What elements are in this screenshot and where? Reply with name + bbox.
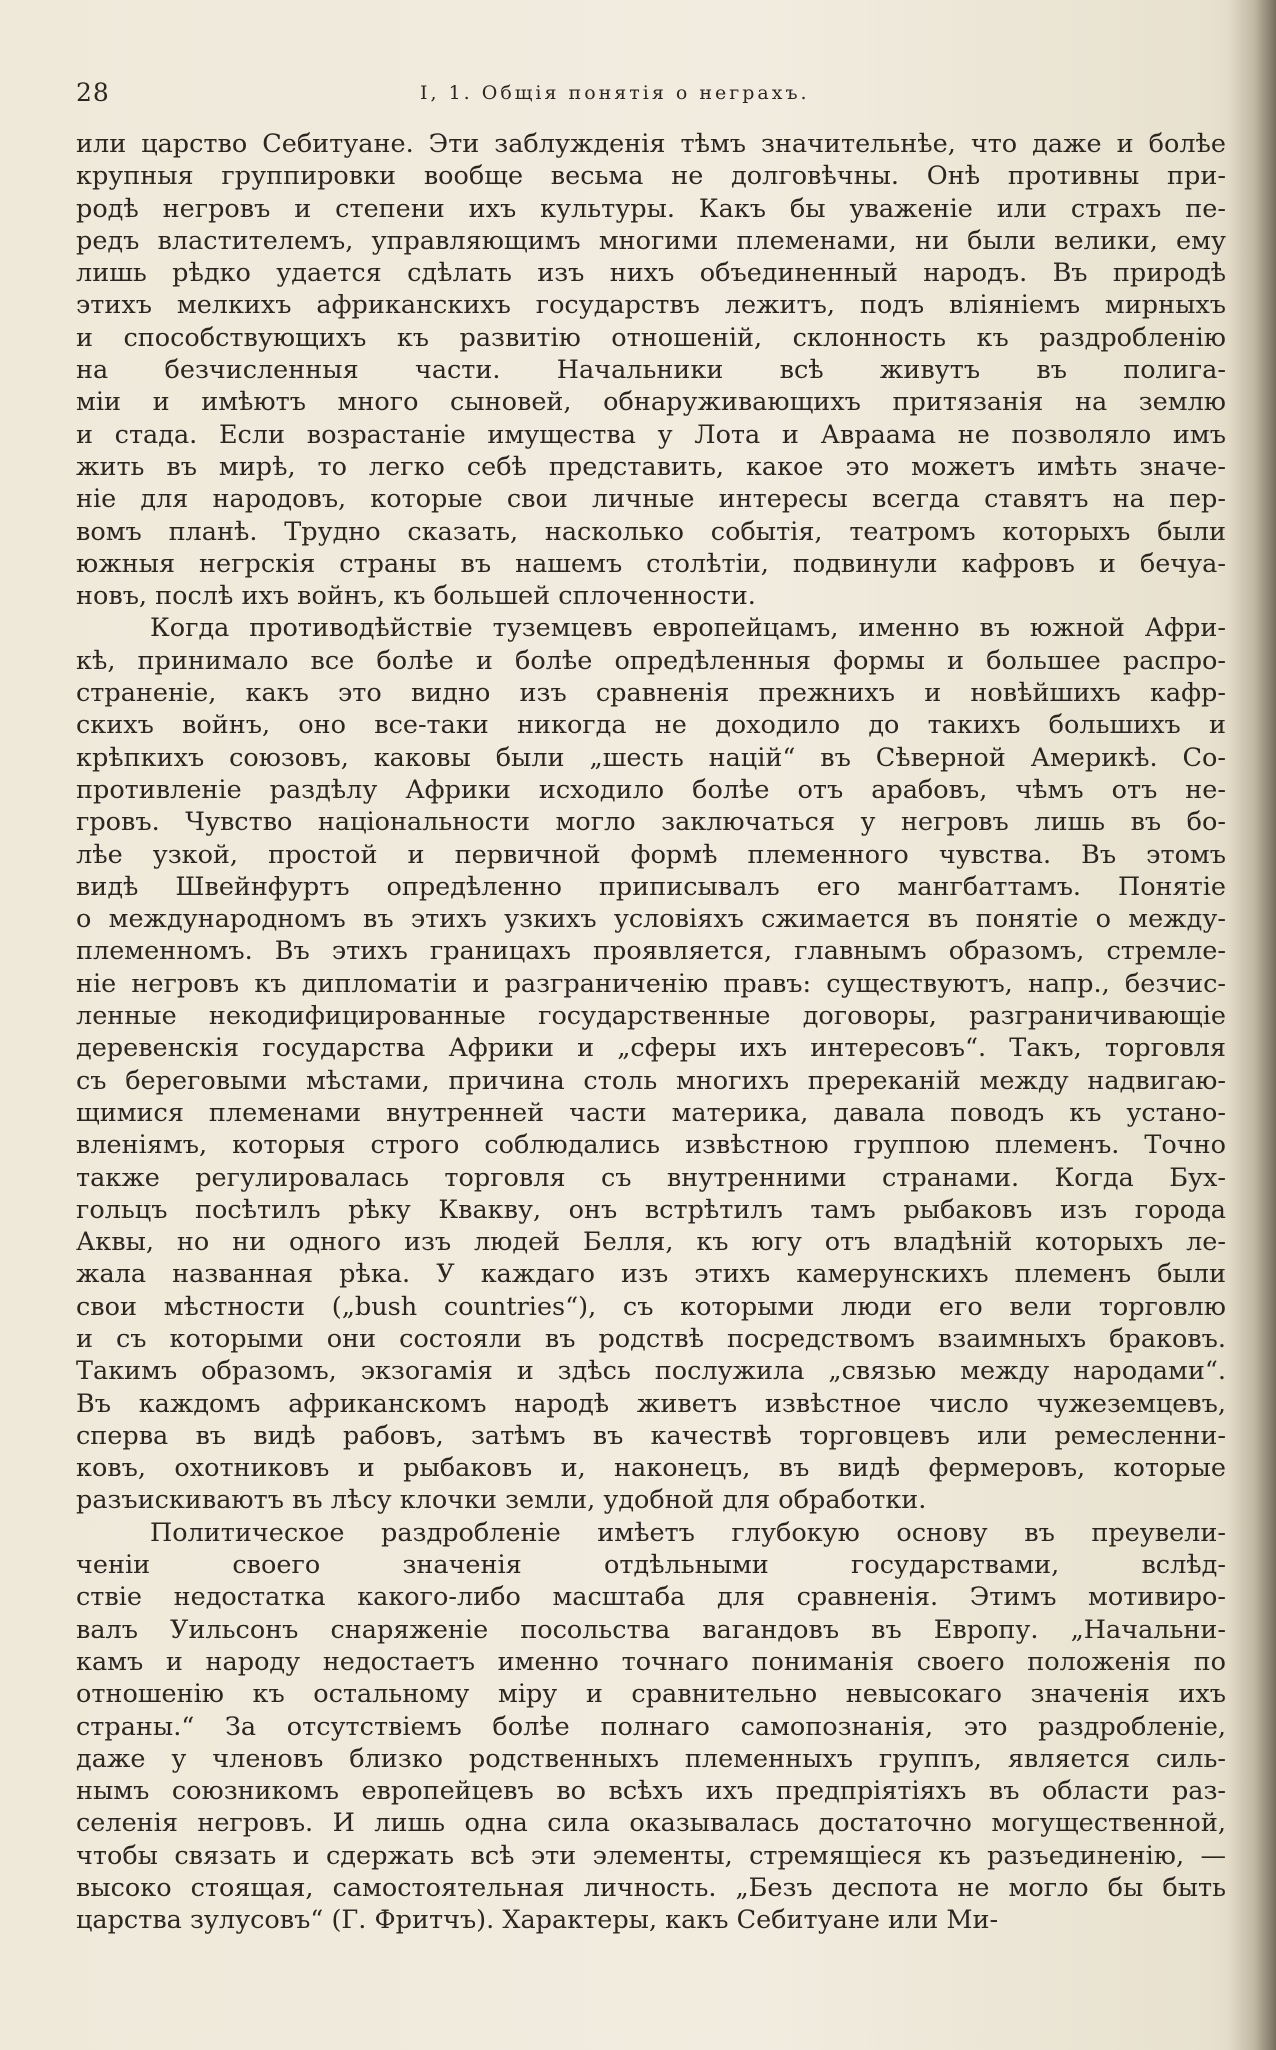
text-line: жала названная рѣка. У каждаго изъ этихъ камерунскихъ племенъ были (76, 1259, 1226, 1290)
body-text (76, 128, 1226, 1937)
text-line: крупныя группировки вообще весьма не долговѣчны. Онѣ противны при- (76, 161, 1226, 192)
text-line: лѣе узкой, простой и первичной формѣ племенного чувства. Въ этомъ (76, 839, 1226, 870)
text-line: или царство Себитуане. Эти заблужденія тѣмъ значительнѣе, что даже и болѣе (76, 129, 1226, 159)
page-header (76, 78, 1226, 114)
text-line: жить въ мирѣ, то легко себѣ представить, какое это можетъ имѣть значе- (76, 451, 1226, 482)
text-line: о международномъ въ этихъ узкихъ условіяхъ сжимается въ понятіе о между- (76, 904, 1226, 935)
text-line: на безчисленныя части. Начальники всѣ живутъ въ полига- (76, 355, 1226, 386)
text-line: нымъ союзникомъ европейцевъ во всѣхъ ихъ предпріятіяхъ въ области раз- (76, 1776, 1226, 1807)
text-line: противленіе раздѣлу Африки исходило болѣе отъ арабовъ, чѣмъ отъ не- (76, 774, 1226, 805)
text-line: ковъ, охотниковъ и рыбаковъ и, наконецъ, въ видѣ фермеровъ, которые (76, 1453, 1226, 1484)
text-line: Политическое раздробленіе имѣетъ глубокую основу въ преувели- (150, 1517, 1226, 1548)
page-number: 28 (76, 78, 110, 107)
text-line: Когда противодѣйствіе туземцевъ европейцамъ, именно въ южной Афри- (150, 613, 1226, 644)
text-line: селенія негровъ. И лишь одна сила оказывалась достаточно могущественной, (76, 1808, 1226, 1839)
text-line: Аквы, но ни одного изъ людей Белля, къ югу отъ владѣній которыхъ ле- (76, 1227, 1226, 1258)
text-line: высоко стоящая, самостоятельная личность. „Безъ деспота не могло бы быть (76, 1873, 1226, 1904)
text-line: и стада. Если возрастаніе имущества у Лота и Авраама не позволяло имъ (76, 419, 1226, 450)
text-line: крѣпкихъ союзовъ, каковы были „шесть націй“ въ Сѣверной Америкѣ. Со- (76, 742, 1226, 773)
text-line: и способствующихъ къ развитію отношеній, склонность къ раздробленію (76, 322, 1226, 353)
text-line: даже у членовъ близко родственныхъ племенныхъ группъ, является силь- (76, 1743, 1226, 1774)
text-line: страненіе, какъ это видно изъ сравненія прежнихъ и новѣйшихъ кафр- (76, 678, 1226, 709)
text-line: разъискиваютъ въ лѣсу клочки земли, удобной для обработки. (76, 1485, 927, 1516)
text-line: этихъ мелкихъ африканскихъ государствъ лежитъ, подъ вліяніемъ мирныхъ (76, 290, 1226, 321)
text-line: гровъ. Чувство національности могло заключаться у негровъ лишь въ бо- (76, 807, 1226, 838)
text-line: кѣ, принимало все болѣе и болѣе опредѣленныя формы и большее распро- (76, 645, 1226, 676)
text-line: ченіи своего значенія отдѣльными государствами, вслѣд- (76, 1550, 1226, 1581)
running-head: I, 1. Общія понятія о неграхъ. (420, 82, 810, 104)
text-line: гольцъ посѣтилъ рѣку Квакву, онъ встрѣтилъ тамъ рыбаковъ изъ города (76, 1194, 1226, 1225)
text-line: чтобы связать и сдержать всѣ эти элементы, стремящіеся къ разъединенію, — (76, 1840, 1226, 1871)
text-line: ніе для народовъ, которые свои личные интересы всегда ставятъ на пер- (76, 484, 1226, 515)
text-line: Въ каждомъ африканскомъ народѣ живетъ извѣстное число чужеземцевъ, (76, 1388, 1226, 1419)
text-line: лишь рѣдко удается сдѣлать изъ нихъ объединенный народъ. Въ природѣ (76, 258, 1226, 289)
text-line: сперва въ видѣ рабовъ, затѣмъ въ качествѣ торговцевъ или ремесленни- (76, 1420, 1226, 1451)
text-line: Такимъ образомъ, экзогамія и здѣсь послужила „связью между народами“. (76, 1356, 1226, 1387)
text-line: новъ, послѣ ихъ войнъ, къ большей сплоченности. (76, 581, 756, 612)
text-line: южныя негрскія страны въ нашемъ столѣтіи, подвинули кафровъ и бечуа- (76, 548, 1226, 579)
text-line: свои мѣстности („bush countries“), съ которыми люди его вели торговлю (76, 1291, 1226, 1322)
text-line: съ береговыми мѣстами, причина столь многихъ пререканій между надвигаю- (76, 1065, 1226, 1096)
text-line: родѣ негровъ и степени ихъ культуры. Какъ бы уваженіе или страхъ пе- (76, 193, 1226, 224)
text-line: ніе негровъ къ дипломатіи и разграниченію правъ: существуютъ, напр., безчис- (76, 968, 1226, 999)
text-line: валъ Уильсонъ снаряженіе посольства вагандовъ въ Европу. „Начальни- (76, 1614, 1226, 1645)
text-line: редъ властителемъ, управляющимъ многими племенами, ни были велики, ему (76, 225, 1226, 256)
text-line: камъ и народу недостаетъ именно точнаго пониманія своего положенія по (76, 1646, 1226, 1677)
text-line: видѣ Швейнфуртъ опредѣленно приписывалъ его мангбаттамъ. Понятіе (76, 871, 1226, 902)
text-line: царства зулусовъ“ (Г. Фритчъ). Характеры, какъ Себитуане или Ми- (76, 1905, 999, 1936)
text-line: и съ которыми они состояли въ родствѣ посредствомъ взаимныхъ браковъ. (76, 1323, 1226, 1354)
text-line: ствіе недостатка какого-либо масштаба для сравненія. Этимъ мотивиро- (76, 1582, 1226, 1613)
text-line: страны.“ За отсутствіемъ болѣе полнаго самопознанія, это раздробленіе, (76, 1711, 1226, 1742)
text-line: вленіямъ, которыя строго соблюдались извѣстною группою племенъ. Точно (76, 1130, 1226, 1161)
text-line: скихъ войнъ, оно все-таки никогда не доходило до такихъ большихъ и (76, 710, 1226, 741)
text-line: также регулировалась торговля съ внутренними странами. Когда Бух- (76, 1162, 1226, 1193)
text-line: деревенскія государства Африки и „сферы ихъ интересовъ“. Такъ, торговля (76, 1033, 1226, 1064)
text-line: щимися племенами внутренней части материка, давала поводъ къ устано- (76, 1097, 1226, 1128)
text-line: племенномъ. Въ этихъ границахъ проявляется, главнымъ образомъ, стремле- (76, 936, 1226, 967)
text-line: вомъ планѣ. Трудно сказать, насколько событія, театромъ которыхъ были (76, 516, 1226, 547)
page-edge-shadow (1228, 0, 1276, 2050)
text-line: ленные некодифицированные государственные договоры, разграничивающіе (76, 1001, 1226, 1032)
text-line: отношенію къ остальному міру и сравнительно невысокаго значенія ихъ (76, 1679, 1226, 1710)
text-line: міи и имѣютъ много сыновей, обнаруживающихъ притязанія на землю (76, 387, 1226, 418)
